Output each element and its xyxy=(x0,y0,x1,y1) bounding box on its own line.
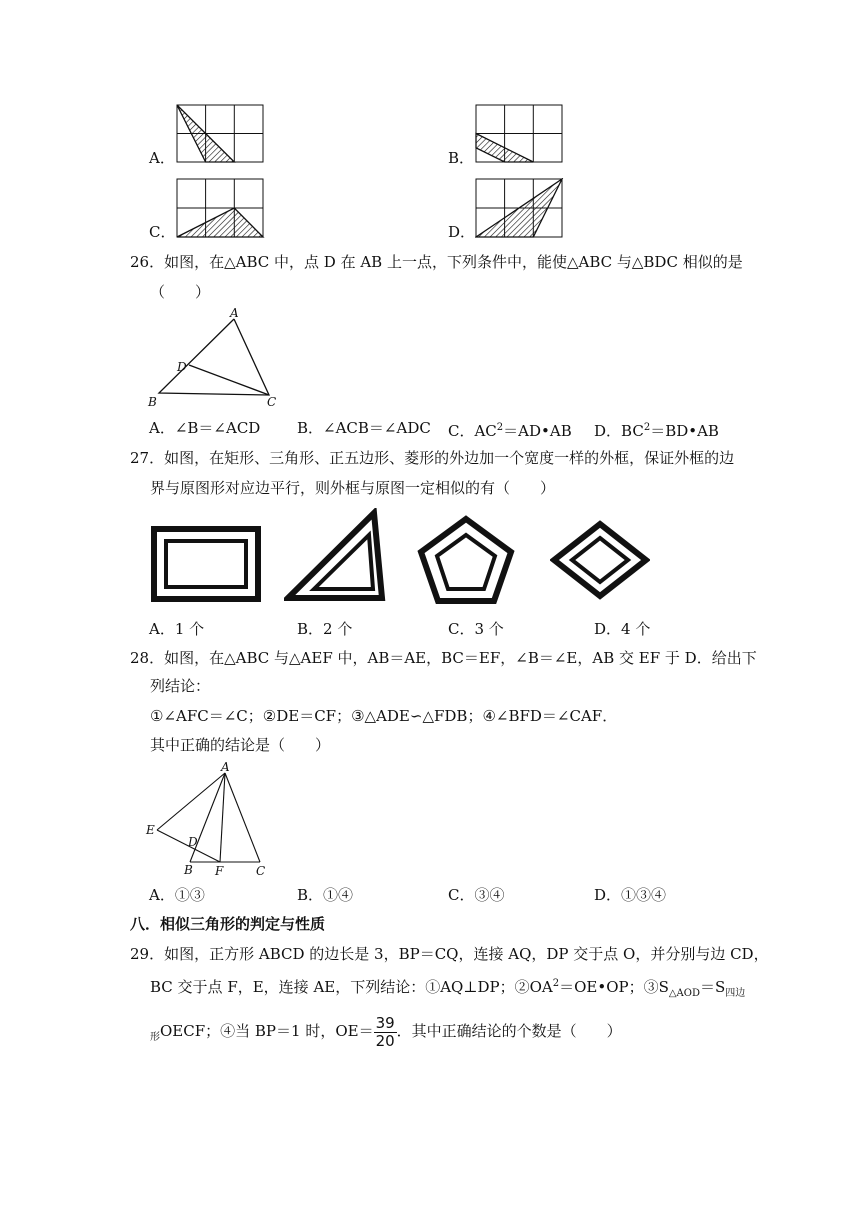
q25-option-c-figure xyxy=(176,178,266,240)
q28-stem-line3: ①∠AFC＝∠C；②DE＝CF；③△ADE∽△FDB；④∠BFD＝∠CAF． xyxy=(150,707,618,725)
q28-label-e: E xyxy=(146,823,155,837)
q28-option-c: C．③④ xyxy=(448,886,505,904)
q28-label-b: B xyxy=(184,863,193,877)
q28-option-d: D．①③④ xyxy=(594,886,667,904)
q28-stem-line4: 其中正确的结论是（ ） xyxy=(150,736,331,754)
q28-triangle-figure xyxy=(142,760,277,880)
q29-fraction: $\frac{39}{20}$ xyxy=(375,1013,395,1050)
q28-label-f: F xyxy=(215,864,224,878)
q25-option-b-label: B． xyxy=(448,149,475,167)
q27-rectangle-frame-figure xyxy=(150,525,262,603)
q29-stem-line1: 29．如图，正方形 ABCD 的边长是 3，BP＝CQ，连接 AQ，DP 交于点 O，并分别与边 CD， xyxy=(130,945,769,963)
q27-option-c: C．3 个 xyxy=(448,620,504,638)
q27-rhombus-frame-figure xyxy=(550,520,650,600)
q26-label-a: A xyxy=(230,306,239,320)
section-heading: 八．相似三角形的判定与性质 xyxy=(130,915,326,933)
q27-triangle-frame-figure xyxy=(284,508,386,604)
q26-label-b: B xyxy=(148,395,157,409)
q27-stem-line2: 界与原图形对应边平行，则外框与原图一定相似的有（ ） xyxy=(150,479,556,497)
q26-stem: 26．如图，在△ABC 中，点 D 在 AB 上一点，下列条件中，能使△ABC 与△BDC 相似的是 xyxy=(130,253,743,271)
q27-stem-line1: 27．如图，在矩形、三角形、正五边形、菱形的外边加一个宽度一样的外框，保证外框的边 xyxy=(130,449,735,467)
q28-label-c: C xyxy=(256,864,266,878)
q26-option-c: C．$AC^2=AD•AB$ xyxy=(448,422,572,440)
q25-option-d-figure xyxy=(475,178,565,240)
q28-label-a: A xyxy=(221,760,230,774)
q27-option-d: D．4 个 xyxy=(594,620,651,638)
q25-option-c-label: C． xyxy=(149,223,176,241)
q28-stem-line1: 28．如图，在△ABC 与△AEF 中，AB＝AE，BC＝EF，∠B＝∠E，AB 交 EF 于 D．给出下 xyxy=(130,649,757,667)
q27-pentagon-frame-figure xyxy=(417,515,515,605)
q26-triangle-figure xyxy=(144,305,284,411)
q26-answer-paren: （ ） xyxy=(150,283,211,301)
q26-option-a: A．∠B＝∠ACD xyxy=(149,419,261,437)
q25-option-a-figure xyxy=(176,104,266,164)
q28-stem-line2: 列结论： xyxy=(150,677,211,695)
q26-label-d: D xyxy=(177,360,187,374)
q27-option-a: A．1 个 xyxy=(149,620,205,638)
q29-stem-line2: BC 交于点 F，E，连接 AE，下列结论：①AQ⊥DP；$②OA^2=OE•OP$；$③S_{\triangle AOD}=S_{四边}$ xyxy=(150,978,746,999)
q28-option-a: A．①③ xyxy=(149,886,205,904)
q28-option-b: B．①④ xyxy=(297,886,354,904)
q25-option-a-label: A． xyxy=(149,149,175,167)
q27-option-b: B．2 个 xyxy=(297,620,353,638)
q26-label-c: C xyxy=(267,395,277,409)
q28-label-d: D xyxy=(188,835,198,849)
q29-stem-line3: $_形$OECF；④当 BP＝1 时，OE＝ $\frac{39}{20}$ ．其中正确结论的个数是（ ） xyxy=(150,1013,622,1050)
q26-option-b: B．∠ACB＝∠ADC xyxy=(297,419,431,437)
q26-option-d: D．$BC^2=BD•AB$ xyxy=(594,422,719,440)
q25-option-d-label: D． xyxy=(448,223,476,241)
q25-option-b-figure xyxy=(475,104,565,164)
